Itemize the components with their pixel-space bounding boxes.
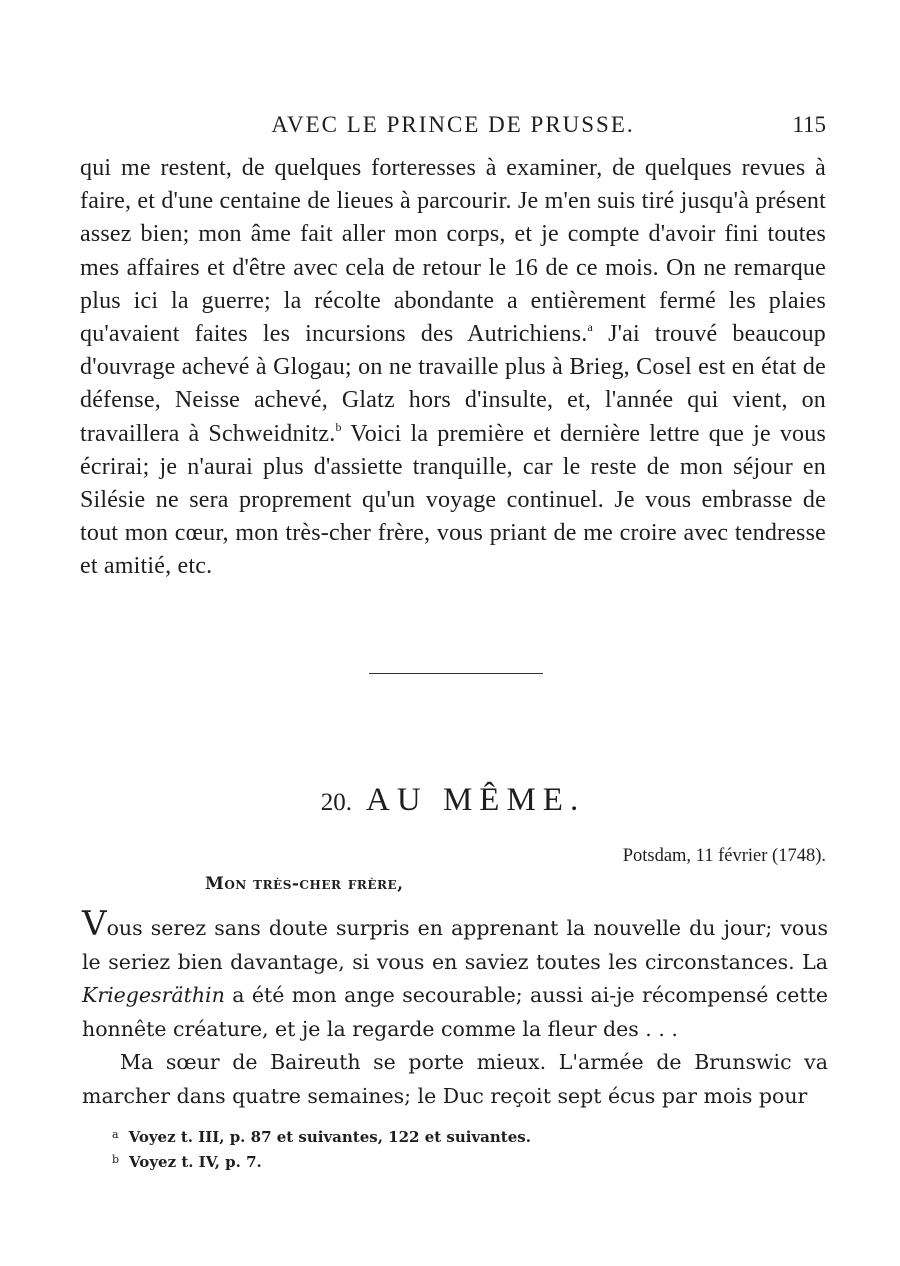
letter-paragraph-1 [82, 904, 828, 1046]
salutation: Mon très-cher frère, [205, 874, 404, 894]
footnote-a [112, 1128, 812, 1146]
body-text-part2: J'ai trouvé beaucoup d'ouvrage achevé à Glogau; on ne travaille plus à Brieg, Cosel est en état de défense, Neisse achevé, Glatz hors d'insulte, et, l'année qui vient, on travaillera à Schweidnitz. [80, 321, 826, 447]
body-text-part3: Voici la première et dernière lettre que je vous écrirai; je n'aurai plus d'assiette tranquille, car le reste de mon séjour en Silésie ne sera proprement qu'un voyage continuel. Je vous embrasse de tout mon cœur, mon très-cher frère, vous priant de me croire avec tendresse et amitié, etc. [80, 420, 826, 580]
body-text-part1: qui me restent, de quelques forteresses à examiner, de quelques revues à faire, et d'une centaine de lieues à parcourir. Je m'en suis tiré jusqu'à présent assez bien; mon âme fait aller mon corps, et je compte d'avoir fini toutes mes affaires et d'être avec cela de retour le 16 de ce mois. On ne remarque plus ici la guerre; la récolte abondante a entièrement fermé les plaies qu'avaient faites les incursions des Autrichiens. [80, 155, 826, 348]
running-head [80, 112, 826, 142]
letter-text [82, 904, 828, 1113]
footnote-mark-a: a [112, 1128, 119, 1141]
dateline: Potsdam, 11 février (1748). [622, 846, 826, 866]
footnote-ref-a: a [587, 320, 594, 335]
footnote-ref-b: b [335, 419, 342, 434]
section-heading [80, 782, 826, 819]
footnote-b [112, 1153, 812, 1171]
footnote-mark-b: b [112, 1153, 120, 1166]
body-paragraph [80, 152, 826, 584]
drop-cap: V [82, 904, 107, 944]
section-divider [369, 673, 543, 674]
footnote-text-b: Voyez t. IV, p. 7. [129, 1153, 262, 1171]
letter-p1-rest: ous serez sans doute surpris en apprenant la nouvelle du jour; vous le seriez bien davantage, si vous en saviez toutes les circonstances. La [82, 916, 828, 974]
letter-paragraph-2: Ma sœur de Baireuth se porte mieux. L'armée de Brunswic va marcher dans quatre semaines; le Duc reçoit sept écus par mois pour [82, 1050, 828, 1108]
letter-p1-end: a été mon ange secourable; aussi ai-je récompensé cette honnête créature, et je la regarde comme la fleur des . . . [82, 983, 828, 1041]
body-text [80, 152, 826, 584]
footnotes [112, 1128, 812, 1178]
page-number: 115 [792, 112, 826, 137]
section-number: 20. [320, 789, 353, 816]
footnote-text-a: Voyez t. III, p. 87 et suivantes, 122 et suivantes. [128, 1128, 531, 1146]
section-title: AU MÊME. [366, 782, 586, 818]
running-title: AVEC LE PRINCE DE PRUSSE. [271, 112, 635, 137]
letter-p1-italic: Kriegesräthin [82, 983, 225, 1007]
